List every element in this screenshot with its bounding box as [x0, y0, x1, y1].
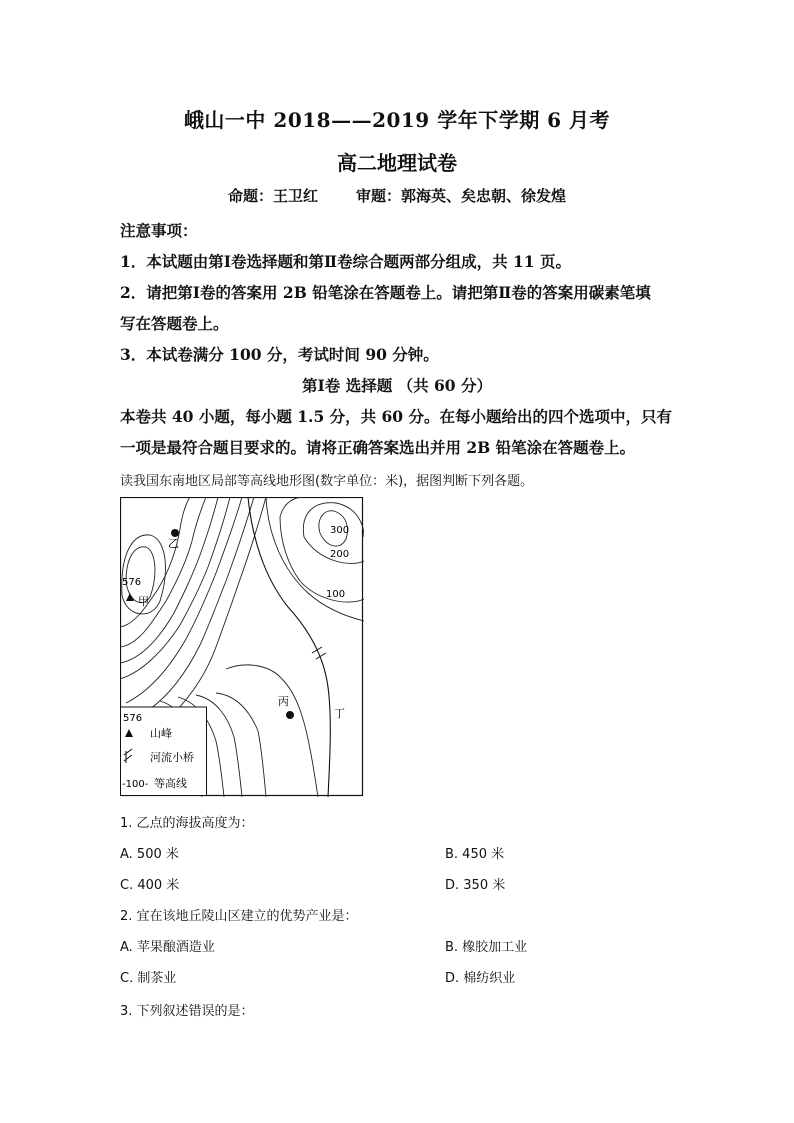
legend-peak-value: 576 — [123, 713, 143, 724]
q1-option-c[interactable]: C. 400 米 — [120, 878, 180, 893]
notice-item-2-line-1: 2．请把第Ⅰ卷的答案用 2B 铅笔涂在答题卷上。请把第Ⅱ卷的答案用碳素笔填 — [120, 283, 651, 302]
reviewers: 审题：郭海英、矣忠朝、徐发煌 — [356, 187, 567, 205]
point-bing-label: 丙 — [278, 695, 289, 708]
contour-label-100: 100 — [326, 589, 346, 600]
exam-title: 峨山一中 2018——2019 学年下学期 6 月考 — [183, 108, 611, 132]
contour-label-300: 300 — [330, 525, 350, 536]
q2-option-d[interactable]: D. 棉纺织业 — [445, 971, 516, 986]
question-2-stem: 2. 宜在该地丘陵山区建立的优势产业是： — [120, 909, 358, 924]
section-intro-line-1: 本卷共 40 小题，每小题 1.5 分，共 60 分。在每小题给出的四个选项中，只有 — [120, 407, 672, 426]
section-intro-line-2: 一项是最符合题目要求的。请将正确答案选出并用 2B 铅笔涂在答题卷上。 — [120, 438, 636, 457]
q1-option-b[interactable]: B. 450 米 — [445, 847, 505, 862]
point-yi-label: 乙 — [168, 537, 179, 550]
q2-option-a[interactable]: A. 苹果酿酒造业 — [120, 940, 215, 955]
point-yi-dot — [171, 529, 179, 537]
q1-option-d[interactable]: D. 350 米 — [445, 878, 506, 893]
q2-option-c[interactable]: C. 制茶业 — [120, 971, 177, 986]
exam-subtitle: 高二地理试卷 — [337, 151, 457, 175]
q1-option-a[interactable]: A. 500 米 — [120, 847, 179, 862]
legend-peak-label: 山峰 — [150, 727, 172, 740]
section-heading: 第Ⅰ卷 选择题 （共 60 分） — [302, 376, 492, 395]
point-bing-dot — [286, 711, 294, 719]
setter: 命题：王卫红 — [227, 187, 318, 205]
legend-bridge-label: 河流小桥 — [150, 751, 194, 764]
question-3-stem: 3. 下列叙述错误的是： — [120, 1004, 254, 1019]
notice-item-1: 1．本试题由第Ⅰ卷选择题和第Ⅱ卷综合题两部分组成，共 11 页。 — [120, 252, 571, 271]
notice-item-2-line-2: 写在答题卷上。 — [120, 314, 229, 333]
authors-line — [0, 185, 794, 206]
peak-elevation-label: 576 — [122, 577, 142, 588]
question-1-stem: 1. 乙点的海拔高度为： — [120, 816, 254, 831]
material-intro: 读我国东南地区局部等高线地形图(数字单位：米)，据图判断下列各题。 — [120, 474, 534, 489]
point-ding-label: 丁 — [334, 707, 345, 720]
notice-heading: 注意事项： — [120, 221, 198, 240]
legend-contour-label: 等高线 — [154, 777, 187, 790]
legend-contour-value: -100- — [122, 779, 149, 790]
contour-map — [120, 497, 364, 797]
q2-option-b[interactable]: B. 橡胶加工业 — [445, 940, 528, 955]
notice-item-3: 3．本试卷满分 100 分，考试时间 90 分钟。 — [120, 345, 439, 364]
contour-label-200: 200 — [330, 549, 350, 560]
point-jia-label: 甲 — [138, 595, 149, 608]
